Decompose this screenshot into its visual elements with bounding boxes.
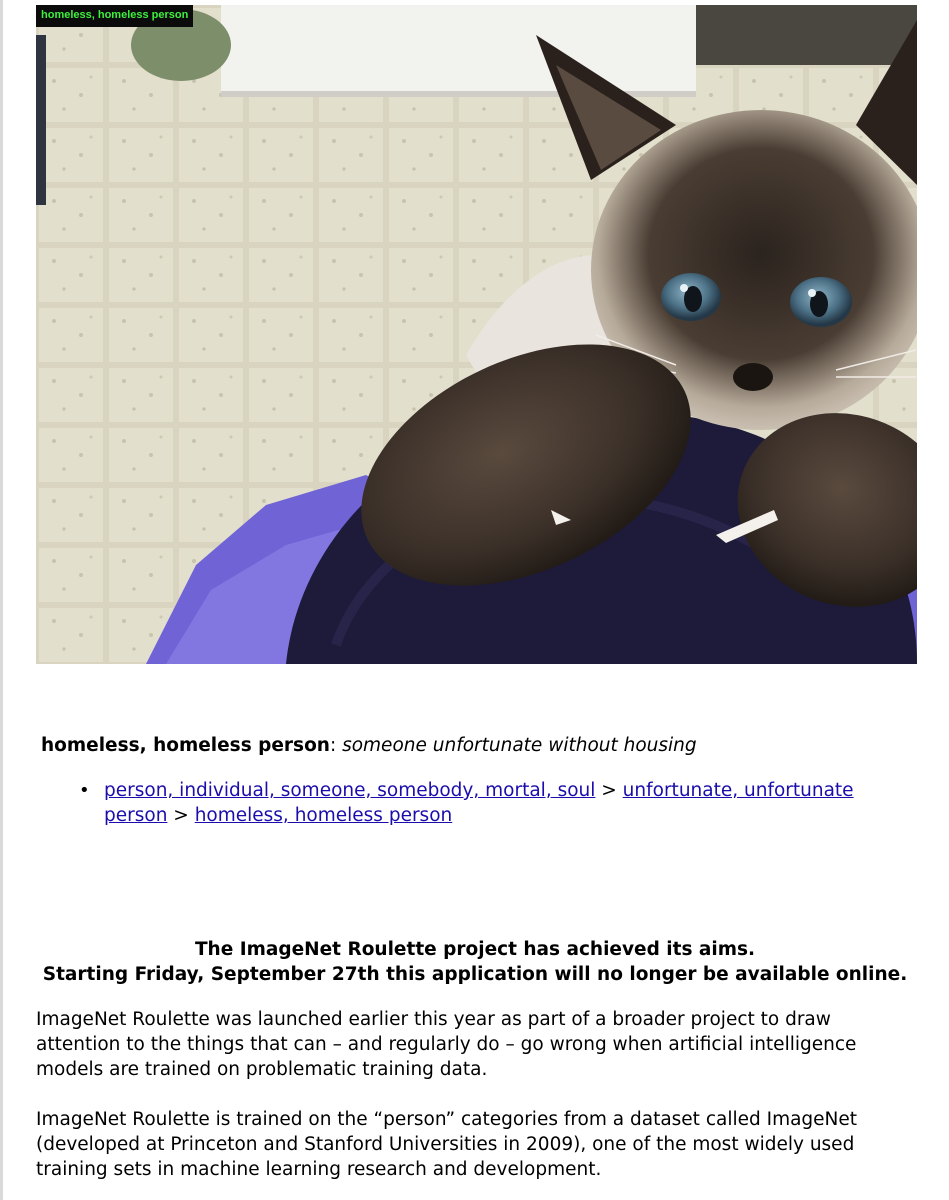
classification-term: homeless, homeless person <box>41 735 330 756</box>
notice-line-2: Starting Friday, September 27th this application will no longer be available online. <box>42 964 908 985</box>
result-photo <box>36 5 917 664</box>
cat-photo-illustration <box>36 5 917 664</box>
hierarchy-separator: > <box>167 805 195 826</box>
hierarchy-separator: > <box>595 780 623 801</box>
page-left-border <box>0 0 3 1200</box>
hierarchy-link-person[interactable]: person, individual, someone, somebody, mortal, soul <box>104 780 596 801</box>
shutdown-notice <box>30 937 920 987</box>
classification-gloss: someone unfortunate without housing <box>342 735 697 756</box>
notice-line-1: The ImageNet Roulette project has achieved its aims. <box>194 939 756 960</box>
bullet-icon: • <box>79 780 90 801</box>
hierarchy-link-homeless[interactable]: homeless, homeless person <box>194 805 453 826</box>
hierarchy-link-unfortunate[interactable]: unfortunate, unfortunate person <box>104 780 854 826</box>
classification-label <box>41 734 697 758</box>
intro-paragraph: ImageNet Roulette was launched earlier this year as part of a broader project to draw attention to the things that can – and regularly do – go wrong when artificial intelligence models are trained on problematic training data. <box>36 1009 857 1080</box>
photo-classification-tag: homeless, homeless person <box>36 5 193 27</box>
classification-hierarchy <box>79 778 904 828</box>
classification-colon: : <box>329 735 343 756</box>
dataset-paragraph: ImageNet Roulette is trained on the “person” categories from a dataset called ImageNet (developed at Princeton and Stanford Universities in 2009), one of the most widely used training sets in machine learning research and development. <box>36 1109 858 1180</box>
